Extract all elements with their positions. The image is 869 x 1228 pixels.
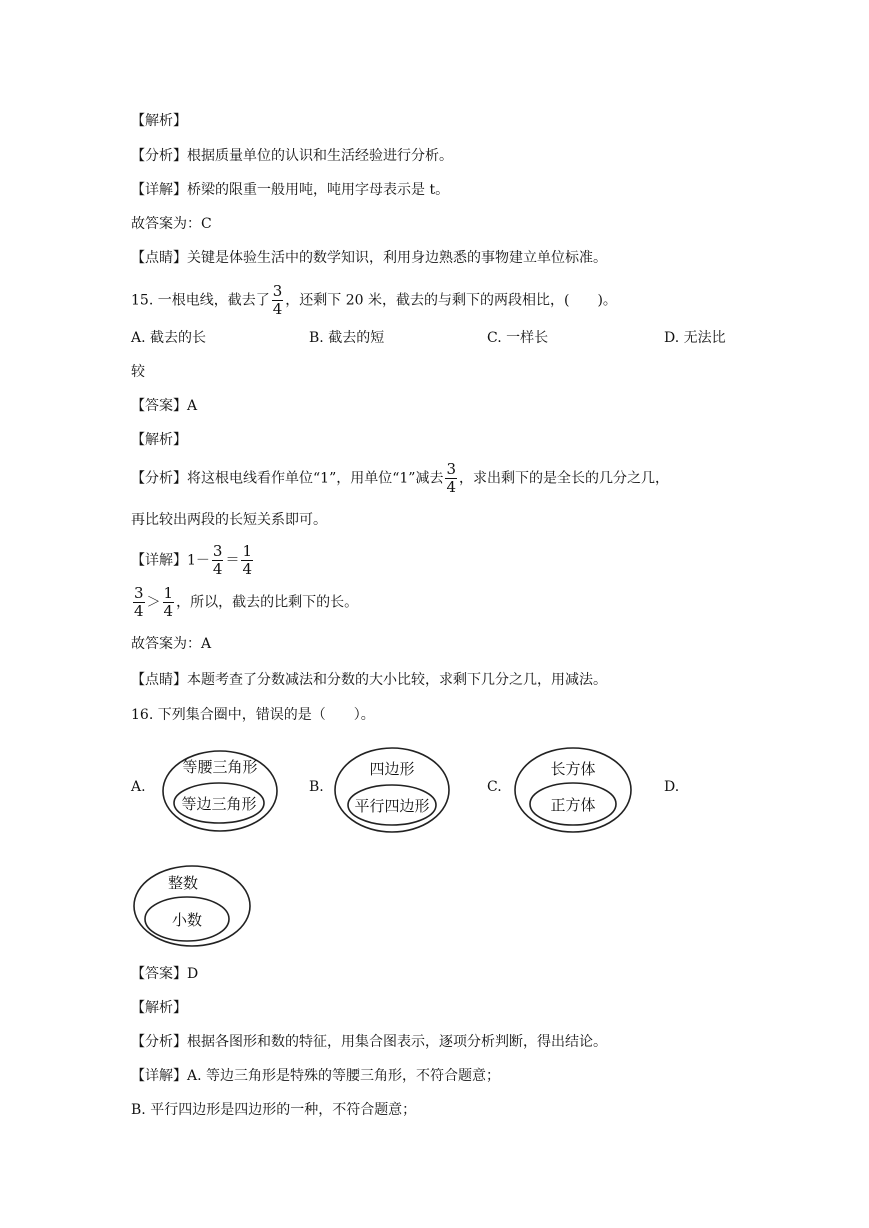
detail-text: 【详解】桥梁的限重一般用吨，吨用字母表示是 t。 <box>131 182 450 198</box>
outer-set-label: 整数 <box>167 874 199 892</box>
analysis-text: 【分析】根据各图形和数的特征，用集合图表示，逐项分析判断，得出结论。 <box>131 1034 607 1050</box>
fraction-denominator: 4 <box>134 602 144 620</box>
fraction-denominator: 4 <box>272 300 283 318</box>
venn-diagram-b <box>332 745 452 839</box>
stem-text-pre: 15. 一根电线，截去了 <box>131 292 270 309</box>
stem-text-post: ，还剩下 20 米，截去的与剩下的两段相比，( )。 <box>285 292 617 309</box>
key-point-text: 【点睛】关键是体验生活中的数学知识，利用身边熟悉的事物建立单位标准。 <box>131 250 607 266</box>
inner-set-label: 等边三角形 <box>181 795 257 813</box>
analysis-pre: 【分析】将这根电线看作单位“1”，用单位“1”减去 <box>131 470 444 487</box>
option-a: A. 截去的长 <box>131 330 207 346</box>
option-c-label: C. <box>487 779 502 795</box>
fraction-numerator: 3 <box>212 542 223 560</box>
inner-set-label: 正方体 <box>550 796 596 814</box>
fraction <box>272 283 284 318</box>
answer-text: 故答案为：C <box>131 216 212 232</box>
option-d-label: D. <box>664 779 680 795</box>
analysis-post: ，求出剩下的是全长的几分之几， <box>459 470 669 487</box>
answer-tag: 【答案】D <box>131 966 199 982</box>
question-16-stem: 16. 下列集合圈中，错误的是（ ）。 <box>131 707 375 723</box>
inner-set-label: 小数 <box>171 911 203 929</box>
option-c: C. 一样长 <box>487 330 549 346</box>
comparison-line <box>131 585 358 620</box>
inner-set-label: 平行四边形 <box>354 797 430 815</box>
fraction <box>133 585 145 620</box>
detail-pre: 【详解】1－ <box>131 552 210 569</box>
fraction-denominator: 4 <box>212 560 223 578</box>
equals-sign: ＝ <box>225 552 240 569</box>
fraction-denominator: 4 <box>446 478 456 496</box>
answer-text: 故答案为：A <box>131 636 212 652</box>
section-jiexi: 【解析】 <box>131 113 187 129</box>
fraction-denominator: 4 <box>163 602 174 620</box>
analysis-text <box>131 461 669 496</box>
fraction <box>445 461 457 496</box>
question-15-stem <box>131 283 617 318</box>
fraction-numerator: 3 <box>134 584 144 602</box>
venn-diagram-c <box>512 745 634 839</box>
option-d-wrap: 较 <box>131 364 145 380</box>
option-d: D. 无法比 <box>664 330 726 346</box>
fraction-denominator: 4 <box>242 560 253 578</box>
fraction-numerator: 1 <box>242 542 253 560</box>
section-jiexi: 【解析】 <box>131 1000 187 1016</box>
detail-line-b: B. 平行四边形是四边形的一种，不符合题意； <box>131 1102 417 1118</box>
fraction-numerator: 3 <box>446 460 456 478</box>
fraction <box>212 543 224 578</box>
venn-diagram-d <box>131 863 253 953</box>
fraction <box>241 543 253 578</box>
analysis-line-2: 再比较出两段的长短关系即可。 <box>131 512 327 528</box>
option-a-label: A. <box>131 779 146 795</box>
key-point-text: 【点睛】本题考查了分数减法和分数的大小比较，求剩下几分之几，用减法。 <box>131 672 607 688</box>
outer-set-label: 等腰三角形 <box>182 758 258 776</box>
analysis-text: 【分析】根据质量单位的认识和生活经验进行分析。 <box>131 148 453 164</box>
fraction-numerator: 3 <box>272 282 283 300</box>
fraction-numerator: 1 <box>163 584 174 602</box>
outer-set-label: 四边形 <box>369 760 415 778</box>
detail-equation <box>131 543 255 578</box>
section-jiexi: 【解析】 <box>131 432 187 448</box>
answer-tag: 【答案】A <box>131 398 198 414</box>
comparison-post: ，所以，截去的比剩下的长。 <box>176 594 359 611</box>
greater-than-sign: ＞ <box>146 594 161 611</box>
option-b: B. 截去的短 <box>309 330 385 346</box>
fraction <box>163 585 175 620</box>
venn-diagram-a <box>160 748 280 838</box>
option-b-label: B. <box>309 779 324 795</box>
outer-set-label: 长方体 <box>550 760 596 778</box>
detail-text: 【详解】A. 等边三角形是特殊的等腰三角形，不符合题意； <box>131 1068 501 1084</box>
